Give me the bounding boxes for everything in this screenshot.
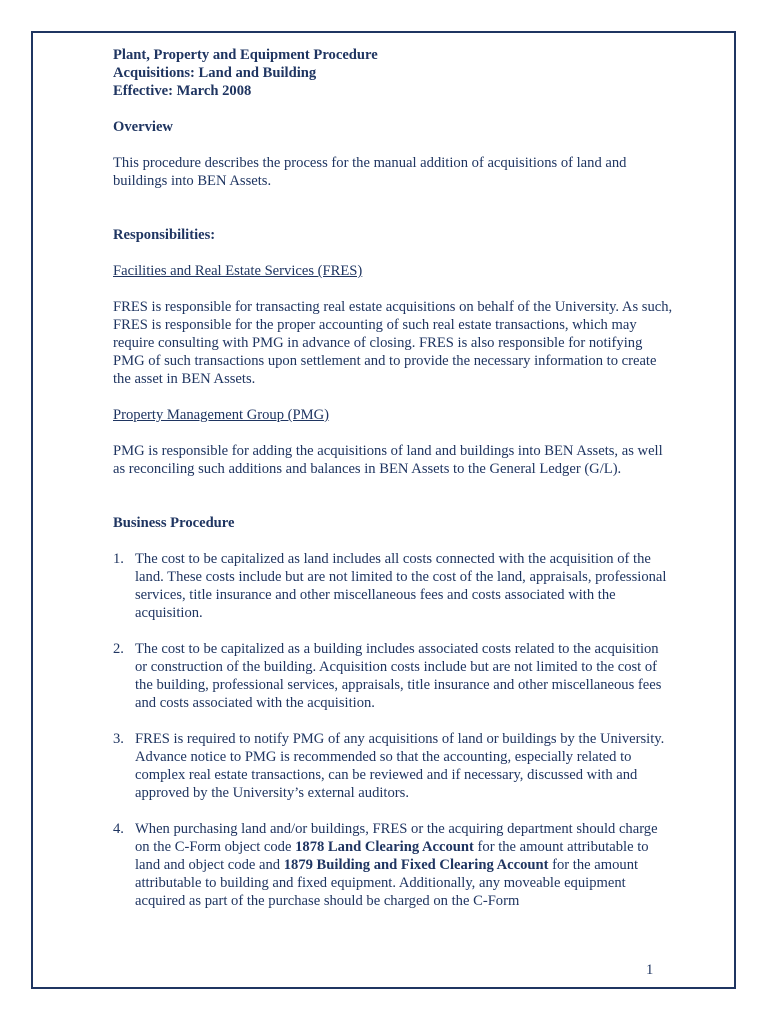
overview-heading: Overview xyxy=(113,119,173,135)
business-procedure-heading: Business Procedure xyxy=(113,515,235,531)
list-item-text: The cost to be capitalized as a building includes associated costs related to the acquisition or construction of the building. Acquisition costs include but are not limited to the cost of the building, professional services, appraisals, title insurance and other miscellaneous fees and costs associated with the acquisition. xyxy=(135,641,662,711)
overview-text: This procedure describes the process for the manual addition of acquisitions of land and buildings into BEN Assets. xyxy=(113,155,627,189)
effective-date: Effective: March 2008 xyxy=(113,83,252,99)
list-item-number: 4. xyxy=(113,821,124,837)
list-item-number: 2. xyxy=(113,641,124,657)
fres-subheading: Facilities and Real Estate Services (FRES) xyxy=(113,263,363,279)
item4-text-part3: for the amount attributable to building and fixed equipment. Additionally, any moveable equipment acquired as part of the purchase should be charged on the C-Form xyxy=(135,857,639,909)
pmg-text: PMG is responsible for adding the acquisitions of land and buildings into BEN Assets, as well as reconciling such additions and balances in BEN Assets to the General Ledger (G/L). xyxy=(113,443,663,477)
list-item xyxy=(113,550,673,622)
list-item-text: The cost to be capitalized as land includes all costs connected with the acquisition of the land. These costs include but are not limited to the cost of the land, appraisals, professional services, title insurance and other miscellaneous fees and costs associated with the acquisition. xyxy=(135,551,667,621)
responsibilities-heading: Responsibilities: xyxy=(113,227,216,243)
list-item-text xyxy=(135,821,658,909)
pmg-subheading: Property Management Group (PMG) xyxy=(113,407,330,423)
document-body xyxy=(113,46,673,910)
list-item-text: FRES is required to notify PMG of any acquisitions of land or buildings by the University. Advance notice to PMG is recommended so that the accounting, especially related to complex real estate transactions, can be reviewed and if necessary, discussed with and approved by the University’s external auditors. xyxy=(135,731,665,801)
item4-text-part1: When purchasing land and/or buildings, FRES or the acquiring department should charge on the C-Form object code xyxy=(135,821,658,855)
page-number: 1 xyxy=(646,962,654,978)
building-clearing-account-code: 1879 Building and Fixed Clearing Account xyxy=(283,857,549,873)
document-title: Plant, Property and Equipment Procedure xyxy=(113,47,378,63)
land-clearing-account-code: 1878 Land Clearing Account xyxy=(295,839,474,855)
list-item-number: 3. xyxy=(113,731,124,747)
list-item xyxy=(113,730,673,802)
list-item-number: 1. xyxy=(113,551,124,567)
procedure-list xyxy=(113,550,673,910)
item4-text-part2: for the amount attributable to land and object code and xyxy=(135,839,649,873)
document-subtitle: Acquisitions: Land and Building xyxy=(113,65,317,81)
list-item xyxy=(113,820,673,910)
fres-text: FRES is responsible for transacting real estate acquisitions on behalf of the University. As such, FRES is responsible for the proper accounting of such real estate transactions, which may require consulting with PMG in advance of closing. FRES is also responsible for notifying PMG of such transactions upon settlement and to provide the necessary information to create the asset in BEN Assets. xyxy=(113,299,673,387)
list-item xyxy=(113,640,673,712)
